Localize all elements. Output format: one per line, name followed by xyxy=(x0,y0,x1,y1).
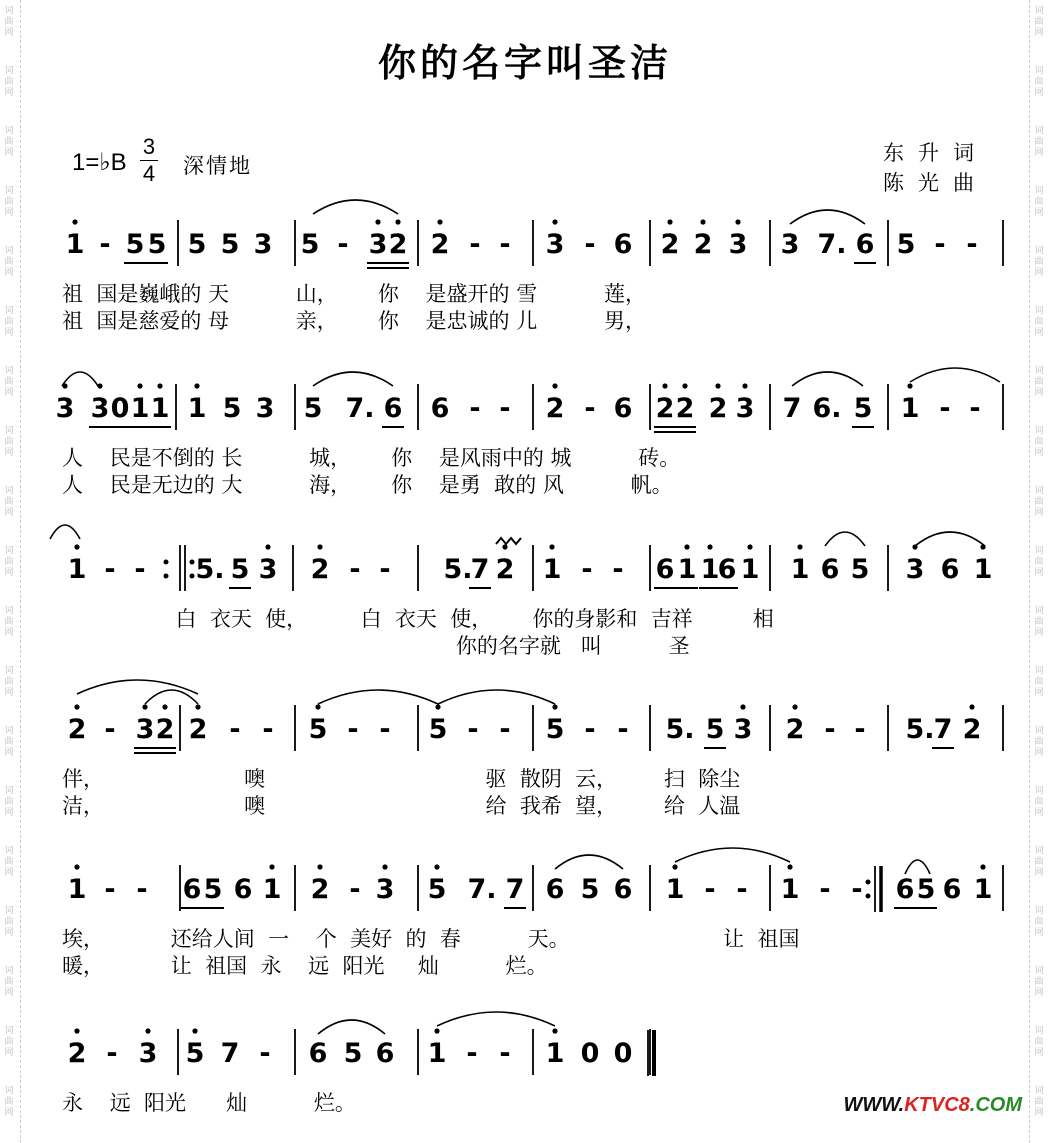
note: 6 xyxy=(855,229,875,260)
note: - xyxy=(379,554,391,585)
side-watermark-text: 词 曲 网 xyxy=(1034,366,1044,398)
upper-octave-dot xyxy=(667,219,672,224)
note: - xyxy=(104,554,116,585)
upper-octave-dot xyxy=(315,704,320,709)
upper-octave-dot xyxy=(74,544,79,549)
note: 2 xyxy=(693,229,713,260)
note: - xyxy=(349,874,361,905)
upper-octave-dot xyxy=(375,219,380,224)
note: 5 xyxy=(187,229,207,260)
side-watermark-text: 词 曲 网 xyxy=(1034,846,1044,878)
upper-octave-dot xyxy=(437,219,442,224)
note: - xyxy=(617,714,629,745)
side-watermark-text: 词 曲 网 xyxy=(4,486,14,518)
upper-octave-dot xyxy=(742,383,747,388)
note: 5. xyxy=(195,554,225,585)
upper-octave-dot xyxy=(195,704,200,709)
note: 3 xyxy=(138,1038,158,1069)
note: 1 xyxy=(700,554,720,585)
note: 2 xyxy=(188,714,208,745)
side-watermark-text: 词 曲 网 xyxy=(1034,606,1044,638)
lyric-line: 祖 国是慈爱的 母 亲， 你 是忠诚的 儿 男， xyxy=(62,309,646,333)
upper-octave-dot xyxy=(192,1028,197,1033)
note: 5. xyxy=(665,714,695,745)
slur xyxy=(790,210,865,224)
note: - xyxy=(136,874,148,905)
mordent-mark xyxy=(496,538,521,544)
slur xyxy=(915,532,985,546)
note: 6 xyxy=(430,393,450,424)
note: 6 xyxy=(613,393,633,424)
upper-octave-dot xyxy=(434,1028,439,1033)
note: - xyxy=(584,393,596,424)
note: 2 xyxy=(430,229,450,260)
repeat-dot xyxy=(190,574,195,579)
repeat-dot xyxy=(164,560,169,565)
note: 2 xyxy=(310,874,330,905)
side-watermark-text: 词 曲 网 xyxy=(4,1026,14,1058)
repeat-dot xyxy=(164,574,169,579)
side-watermark-text: 词 曲 网 xyxy=(4,606,14,638)
note: 7 xyxy=(505,874,525,905)
note: 3 xyxy=(375,874,395,905)
note: 6 xyxy=(940,554,960,585)
upper-octave-dot xyxy=(787,864,792,869)
upper-octave-dot xyxy=(715,383,720,388)
lyric-line: 你的名字就 叫 圣 xyxy=(62,634,690,658)
note: 2 xyxy=(67,1038,87,1069)
upper-octave-dot xyxy=(549,544,554,549)
side-watermark-text: 词 曲 网 xyxy=(1034,1026,1044,1058)
watermark-part-1: WWW. xyxy=(843,1094,905,1116)
note: 7. xyxy=(817,229,847,260)
note: - xyxy=(469,229,481,260)
lyric-line: 人 民是无边的 大 海， 你 是勇 敢的 风 帆。 xyxy=(62,473,673,497)
lyric-line: 埃， 还给人间 一 个 美好 的 春 天。 让 祖国 xyxy=(62,927,800,951)
note: 1 xyxy=(187,393,207,424)
note: - xyxy=(104,714,116,745)
upper-octave-dot xyxy=(265,544,270,549)
note: - xyxy=(499,393,511,424)
note: - xyxy=(349,554,361,585)
side-watermark-text: 词 曲 网 xyxy=(1034,126,1044,158)
lyric-line: 暖， 让 祖国 永 远 阳光 灿 烂。 xyxy=(62,954,548,978)
upper-octave-dot xyxy=(682,383,687,388)
note: 5 xyxy=(850,554,870,585)
side-watermark-text: 词 曲 网 xyxy=(4,246,14,278)
note: - xyxy=(262,714,274,745)
upper-octave-dot xyxy=(395,219,400,224)
upper-octave-dot xyxy=(137,383,142,388)
upper-octave-dot xyxy=(552,219,557,224)
slur xyxy=(825,532,865,546)
note: - xyxy=(824,714,836,745)
slur xyxy=(905,860,930,874)
note: 3 xyxy=(135,714,155,745)
note: 1 xyxy=(67,874,87,905)
note: 2 xyxy=(962,714,982,745)
note: 5 xyxy=(147,229,167,260)
side-watermark-text: 词 曲 网 xyxy=(1034,966,1044,998)
note: 7. xyxy=(467,874,497,905)
note: 5 xyxy=(222,393,242,424)
note: 5. xyxy=(443,554,473,585)
note: 0 xyxy=(580,1038,600,1069)
note: 1 xyxy=(150,393,170,424)
note: 3 xyxy=(258,554,278,585)
side-watermark-text: 词 曲 网 xyxy=(1034,546,1044,578)
upper-octave-dot xyxy=(194,383,199,388)
note: - xyxy=(259,1038,271,1069)
side-watermark-text: 词 曲 网 xyxy=(4,546,14,578)
note: 2 xyxy=(545,393,565,424)
lyricist-credit: 东升词 xyxy=(883,141,988,165)
song-title: 你的名字叫圣洁 xyxy=(377,41,672,85)
note: 6 xyxy=(655,554,675,585)
tempo-marking: 深情地 xyxy=(183,154,252,178)
note: 3 xyxy=(905,554,925,585)
upper-octave-dot xyxy=(382,864,387,869)
note: - xyxy=(851,874,863,905)
upper-octave-dot xyxy=(74,704,79,709)
side-watermark-text: 词 曲 网 xyxy=(4,426,14,458)
note: 6 xyxy=(308,1038,328,1069)
lyric-line: 人 民是不倒的 长 城， 你 是风雨中的 城 砖。 xyxy=(62,446,681,470)
slur xyxy=(910,368,1000,382)
note: 3 xyxy=(55,393,75,424)
composer-credit: 陈光曲 xyxy=(883,171,988,195)
note: 5 xyxy=(303,393,323,424)
slur xyxy=(50,525,80,539)
note: 1 xyxy=(740,554,760,585)
note: 1 xyxy=(973,554,993,585)
note: 1 xyxy=(790,554,810,585)
upper-octave-dot xyxy=(97,383,102,388)
lyric-line: 洁， 噢 给 我希 望， 给 人温 xyxy=(62,794,741,818)
note: 6 xyxy=(233,874,253,905)
note: - xyxy=(106,1038,118,1069)
note: 1 xyxy=(677,554,697,585)
note: 1 xyxy=(67,554,87,585)
note: 6 xyxy=(942,874,962,905)
watermark-part-2: KTVC8 xyxy=(904,1094,970,1116)
slur xyxy=(145,690,198,704)
note: - xyxy=(99,229,111,260)
note: 5 xyxy=(896,229,916,260)
note: 2 xyxy=(708,393,728,424)
note: - xyxy=(966,229,978,260)
note: 2 xyxy=(310,554,330,585)
lyric-line: 祖 国是巍峨的 天 山， 你 是盛开的 雪 莲， xyxy=(62,282,646,306)
time-bottom: 4 xyxy=(142,161,156,186)
upper-octave-dot xyxy=(552,704,557,709)
side-watermark-text: 词 曲 网 xyxy=(1034,426,1044,458)
slur xyxy=(318,1020,385,1034)
note: - xyxy=(704,874,716,905)
upper-octave-dot xyxy=(747,544,752,549)
side-watermark-text: 词 曲 网 xyxy=(4,666,14,698)
slur xyxy=(792,372,863,386)
side-watermark-text: 词 曲 网 xyxy=(4,306,14,338)
note: - xyxy=(819,874,831,905)
note: 5 xyxy=(230,554,250,585)
upper-octave-dot xyxy=(502,544,507,549)
note: 1 xyxy=(427,1038,447,1069)
note: 7 xyxy=(933,714,953,745)
note: 2 xyxy=(675,393,695,424)
note: 3 xyxy=(728,229,748,260)
note: - xyxy=(499,714,511,745)
upper-octave-dot xyxy=(142,704,147,709)
note: 5 xyxy=(916,874,936,905)
note: - xyxy=(347,714,359,745)
note: 5 xyxy=(308,714,328,745)
slur xyxy=(437,1012,555,1026)
note: 5 xyxy=(580,874,600,905)
side-watermark-text: 词 曲 网 xyxy=(4,186,14,218)
note: 5 xyxy=(343,1038,363,1069)
slur xyxy=(438,690,555,704)
note: 2 xyxy=(495,554,515,585)
note: 2 xyxy=(655,393,675,424)
note: 3 xyxy=(368,229,388,260)
note: 1 xyxy=(973,874,993,905)
note: 5 xyxy=(203,874,223,905)
note: 7 xyxy=(782,393,802,424)
time-top: 3 xyxy=(142,134,156,159)
note: 3 xyxy=(735,393,755,424)
side-watermark-text: 词 曲 网 xyxy=(4,726,14,758)
note: 6 xyxy=(383,393,403,424)
slur xyxy=(675,848,790,862)
watermark-part-3: .COM xyxy=(969,1094,1022,1116)
upper-octave-dot xyxy=(74,864,79,869)
note: 2 xyxy=(155,714,175,745)
upper-octave-dot xyxy=(700,219,705,224)
note: 6 xyxy=(545,874,565,905)
note: - xyxy=(612,554,624,585)
note: 7 xyxy=(470,554,490,585)
side-watermark-text: 词 曲 网 xyxy=(4,66,14,98)
note: 3 xyxy=(253,229,273,260)
watermark xyxy=(844,1094,1023,1117)
side-watermark-text: 词 曲 网 xyxy=(1034,486,1044,518)
note: 1 xyxy=(665,874,685,905)
note: 7 xyxy=(220,1038,240,1069)
note: - xyxy=(584,229,596,260)
side-watermark-text: 词 曲 网 xyxy=(4,846,14,878)
side-watermark-text: 词 曲 网 xyxy=(4,786,14,818)
side-watermark-text: 词 曲 网 xyxy=(4,906,14,938)
note: - xyxy=(104,874,116,905)
note: 0 xyxy=(613,1038,633,1069)
upper-octave-dot xyxy=(740,704,745,709)
repeat-dot xyxy=(866,894,871,899)
note: - xyxy=(379,714,391,745)
upper-octave-dot xyxy=(317,864,322,869)
key-signature: 1=♭B xyxy=(72,149,127,176)
note: 5 xyxy=(220,229,240,260)
note: 2 xyxy=(785,714,805,745)
note: 6 xyxy=(613,229,633,260)
side-watermark-text: 词 曲 网 xyxy=(1034,246,1044,278)
lyric-line: 永 远 阳光 灿 烂。 xyxy=(62,1091,356,1115)
note: 5 xyxy=(853,393,873,424)
upper-octave-dot xyxy=(162,704,167,709)
note: 5 xyxy=(705,714,725,745)
upper-octave-dot xyxy=(662,383,667,388)
note: 5 xyxy=(545,714,565,745)
note: 6. xyxy=(812,393,842,424)
upper-octave-dot xyxy=(145,1028,150,1033)
note: 5. xyxy=(905,714,935,745)
note: 2 xyxy=(388,229,408,260)
upper-octave-dot xyxy=(72,219,77,224)
slur xyxy=(555,855,623,869)
upper-octave-dot xyxy=(707,544,712,549)
note: 6 xyxy=(182,874,202,905)
note: 6 xyxy=(613,874,633,905)
side-watermark-text: 词 曲 网 xyxy=(4,126,14,158)
note: - xyxy=(466,1038,478,1069)
upper-octave-dot xyxy=(735,219,740,224)
note: 6 xyxy=(375,1038,395,1069)
side-watermark-text: 词 曲 网 xyxy=(1034,6,1044,38)
note: 6 xyxy=(820,554,840,585)
note: 1 xyxy=(262,874,282,905)
note: 5 xyxy=(300,229,320,260)
note: 1 xyxy=(780,874,800,905)
repeat-dot xyxy=(866,880,871,885)
upper-octave-dot xyxy=(269,864,274,869)
side-watermark-text: 词 曲 网 xyxy=(1034,306,1044,338)
repeat-dot xyxy=(190,560,195,565)
slur xyxy=(313,200,398,214)
upper-octave-dot xyxy=(435,704,440,709)
upper-octave-dot xyxy=(980,864,985,869)
upper-octave-dot xyxy=(552,383,557,388)
upper-octave-dot xyxy=(797,544,802,549)
note: 2 xyxy=(67,714,87,745)
note: 2 xyxy=(660,229,680,260)
slur xyxy=(313,372,393,386)
slur xyxy=(318,690,438,704)
note: 1 xyxy=(542,554,562,585)
note: 1 xyxy=(130,393,150,424)
note: - xyxy=(499,1038,511,1069)
note: 5 xyxy=(185,1038,205,1069)
upper-octave-dot xyxy=(969,704,974,709)
note: - xyxy=(469,393,481,424)
lyric-line: 伴， 噢 驱 散阴 云， 扫 除尘 xyxy=(62,767,741,791)
side-watermark-text: 词 曲 网 xyxy=(1034,66,1044,98)
note: 1 xyxy=(545,1038,565,1069)
note: - xyxy=(854,714,866,745)
note: 6 xyxy=(895,874,915,905)
note: 5 xyxy=(125,229,145,260)
note: 1 xyxy=(65,229,85,260)
note: 3 xyxy=(90,393,110,424)
note: - xyxy=(584,714,596,745)
side-watermark-text: 词 曲 网 xyxy=(1034,906,1044,938)
note: - xyxy=(969,393,981,424)
note: 3 xyxy=(733,714,753,745)
upper-octave-dot xyxy=(434,864,439,869)
note: - xyxy=(581,554,593,585)
side-watermark-text: 词 曲 网 xyxy=(1034,726,1044,758)
side-watermark-text: 词 曲 网 xyxy=(4,366,14,398)
note: 3 xyxy=(545,229,565,260)
note: 1 xyxy=(900,393,920,424)
upper-octave-dot xyxy=(907,383,912,388)
note: - xyxy=(499,229,511,260)
note: 3 xyxy=(780,229,800,260)
upper-octave-dot xyxy=(552,1028,557,1033)
note: 5 xyxy=(428,714,448,745)
note: 3 xyxy=(255,393,275,424)
note: 7. xyxy=(345,393,375,424)
note: 6 xyxy=(717,554,737,585)
note: - xyxy=(229,714,241,745)
side-watermark-text: 词 曲 网 xyxy=(1034,786,1044,818)
note: - xyxy=(467,714,479,745)
side-watermark-text: 词 曲 网 xyxy=(1034,666,1044,698)
lyric-line: 白 衣天 使， 白 衣天 使， 你的身影和 吉祥 相 xyxy=(62,607,774,631)
upper-octave-dot xyxy=(74,1028,79,1033)
side-watermark-text: 词 曲 网 xyxy=(4,1086,14,1118)
side-watermark-text: 词 曲 网 xyxy=(4,6,14,38)
note: - xyxy=(939,393,951,424)
note: - xyxy=(134,554,146,585)
side-watermark-text: 词 曲 网 xyxy=(4,966,14,998)
side-watermark-text: 词 曲 网 xyxy=(1034,1086,1044,1118)
note: 5 xyxy=(427,874,447,905)
upper-octave-dot xyxy=(672,864,677,869)
note: 0 xyxy=(110,393,130,424)
note: - xyxy=(337,229,349,260)
upper-octave-dot xyxy=(317,544,322,549)
note: - xyxy=(934,229,946,260)
side-watermark-text: 词 曲 网 xyxy=(1034,186,1044,218)
slur xyxy=(62,372,98,386)
note: - xyxy=(736,874,748,905)
upper-octave-dot xyxy=(157,383,162,388)
upper-octave-dot xyxy=(684,544,689,549)
upper-octave-dot xyxy=(792,704,797,709)
